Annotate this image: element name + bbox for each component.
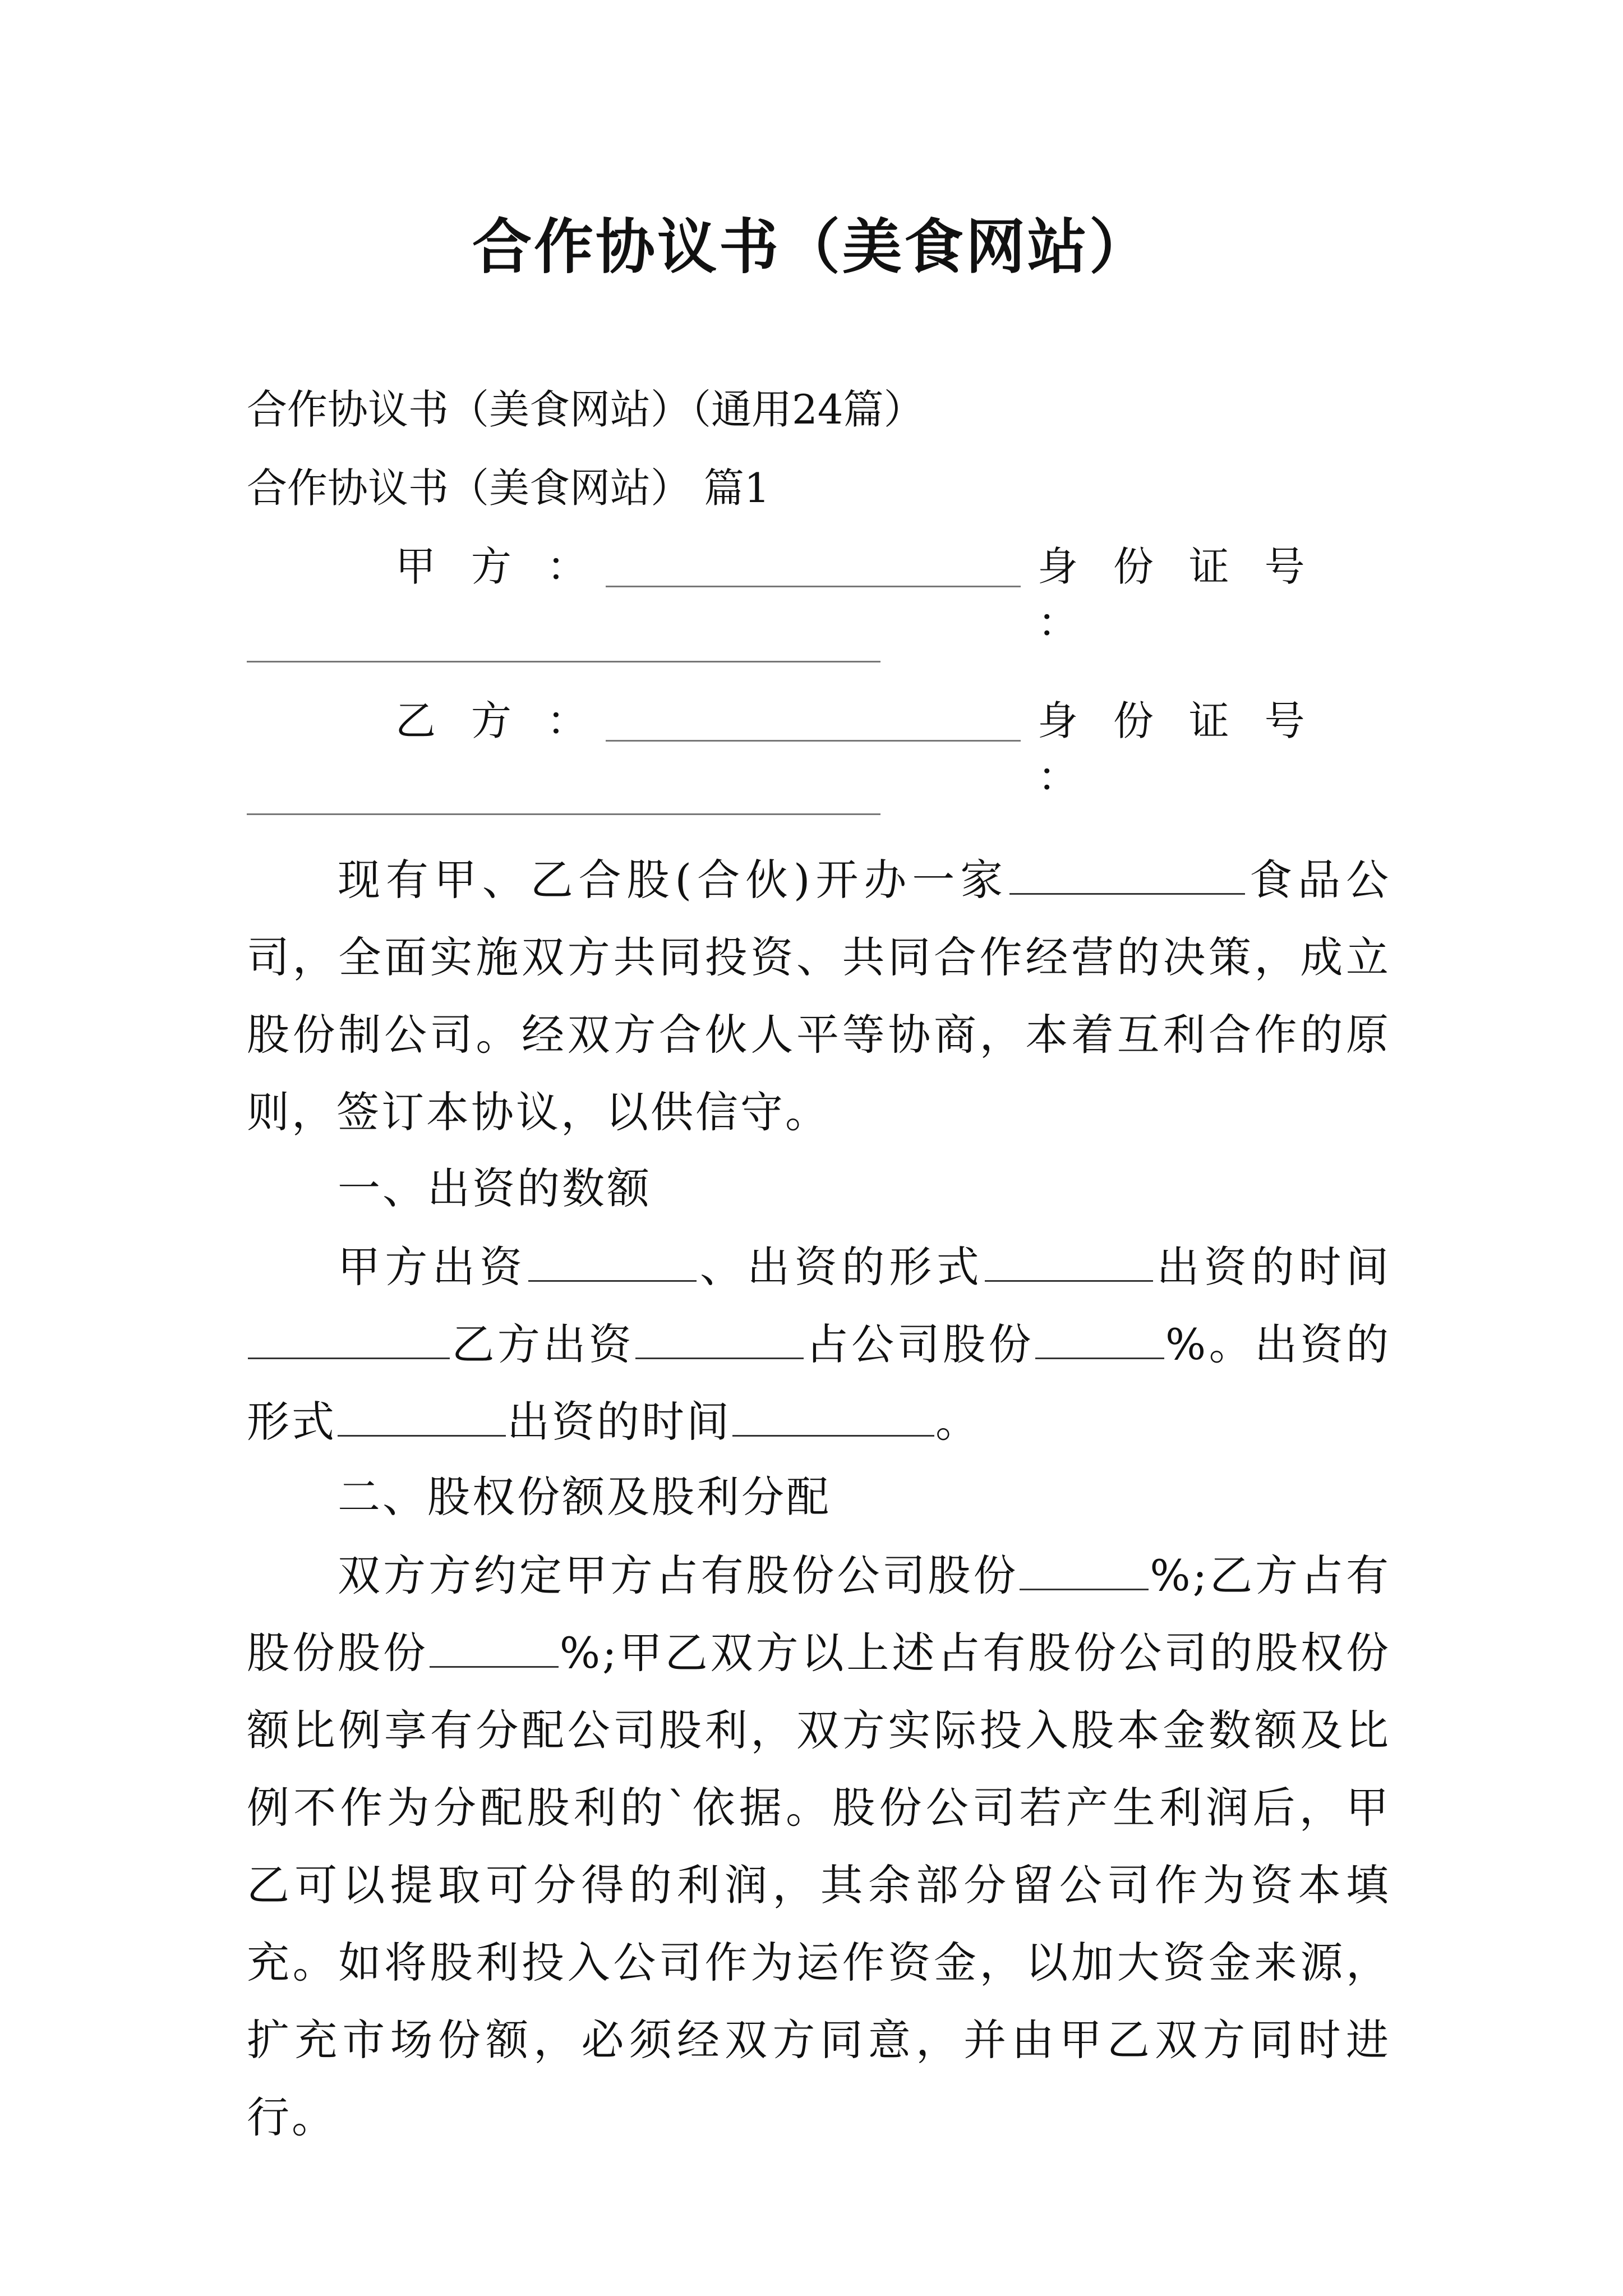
document-title: 合作协议书（美食网站）	[472, 211, 1151, 282]
intro-paragraph	[247, 841, 1391, 1151]
party-b-name-blank	[606, 740, 1021, 742]
party-b-label: 乙 方 ：	[395, 697, 598, 744]
document-subtitle: 合作协议书（美食网站）（通用24篇）	[247, 386, 924, 433]
a-invest-blank	[528, 1249, 697, 1282]
party-b-id-label: 身 份 证 号 ：	[1038, 697, 1316, 800]
party-a-id-blank	[247, 661, 880, 662]
party-a-id-label: 身 份 证 号 ：	[1038, 543, 1316, 646]
intro-text-1: 现有甲、乙合股(合伙)开办一家	[338, 855, 1009, 905]
heading-capital: 一、出资的数额	[338, 1163, 652, 1213]
party-b-row	[247, 693, 1391, 800]
party-b-id-blank	[247, 813, 880, 815]
party-a-row	[247, 539, 1391, 646]
company-name-blank	[1009, 862, 1245, 895]
party-a-label: 甲 方 ：	[395, 543, 598, 590]
equity-paragraph: 双方方约定甲方占有股份公司股份 %;乙方占有股份股份 %;甲乙双方以上述占有股份公司的股权份额比例享有分配公司股利，双方实际投入股本金数额及比例不作为分配股利的`依据。股份公司若产生利润后，甲乙可以提取可分得的利润，其余部分留公司作为资本填充。如将股利投入公司作为运作资金，以加大资金来源，扩充市场份额，必须经双方同意，并由甲乙双方同时进行。	[247, 1550, 1391, 2142]
heading-equity: 二、股权份额及股利分配	[338, 1472, 831, 1522]
b-equity-blank	[430, 1635, 559, 1668]
a-equity-blank	[1020, 1557, 1149, 1590]
a-form-blank	[985, 1249, 1153, 1282]
intro-text-2: 食品公司，全面实施双方共同投资、共同合作经营的决策，成立股份制公司。经双方合伙人平等协商，本着互利合作的原则，签订本协议，以供信守。	[247, 855, 1391, 1137]
b-invest-blank	[635, 1326, 804, 1359]
b-time-blank	[732, 1404, 934, 1437]
a-time-blank	[248, 1326, 450, 1359]
section-heading: 合作协议书（美食网站） 篇1	[247, 464, 770, 512]
party-a-name-blank	[606, 586, 1021, 587]
b-form-blank	[338, 1404, 506, 1437]
capital-paragraph: 甲方出资 、出资的形式 出资的时间乙方出资 占公司股份 %。出资的形式 出资的时间 。	[247, 1242, 1391, 1447]
b-share-blank	[1035, 1326, 1164, 1359]
